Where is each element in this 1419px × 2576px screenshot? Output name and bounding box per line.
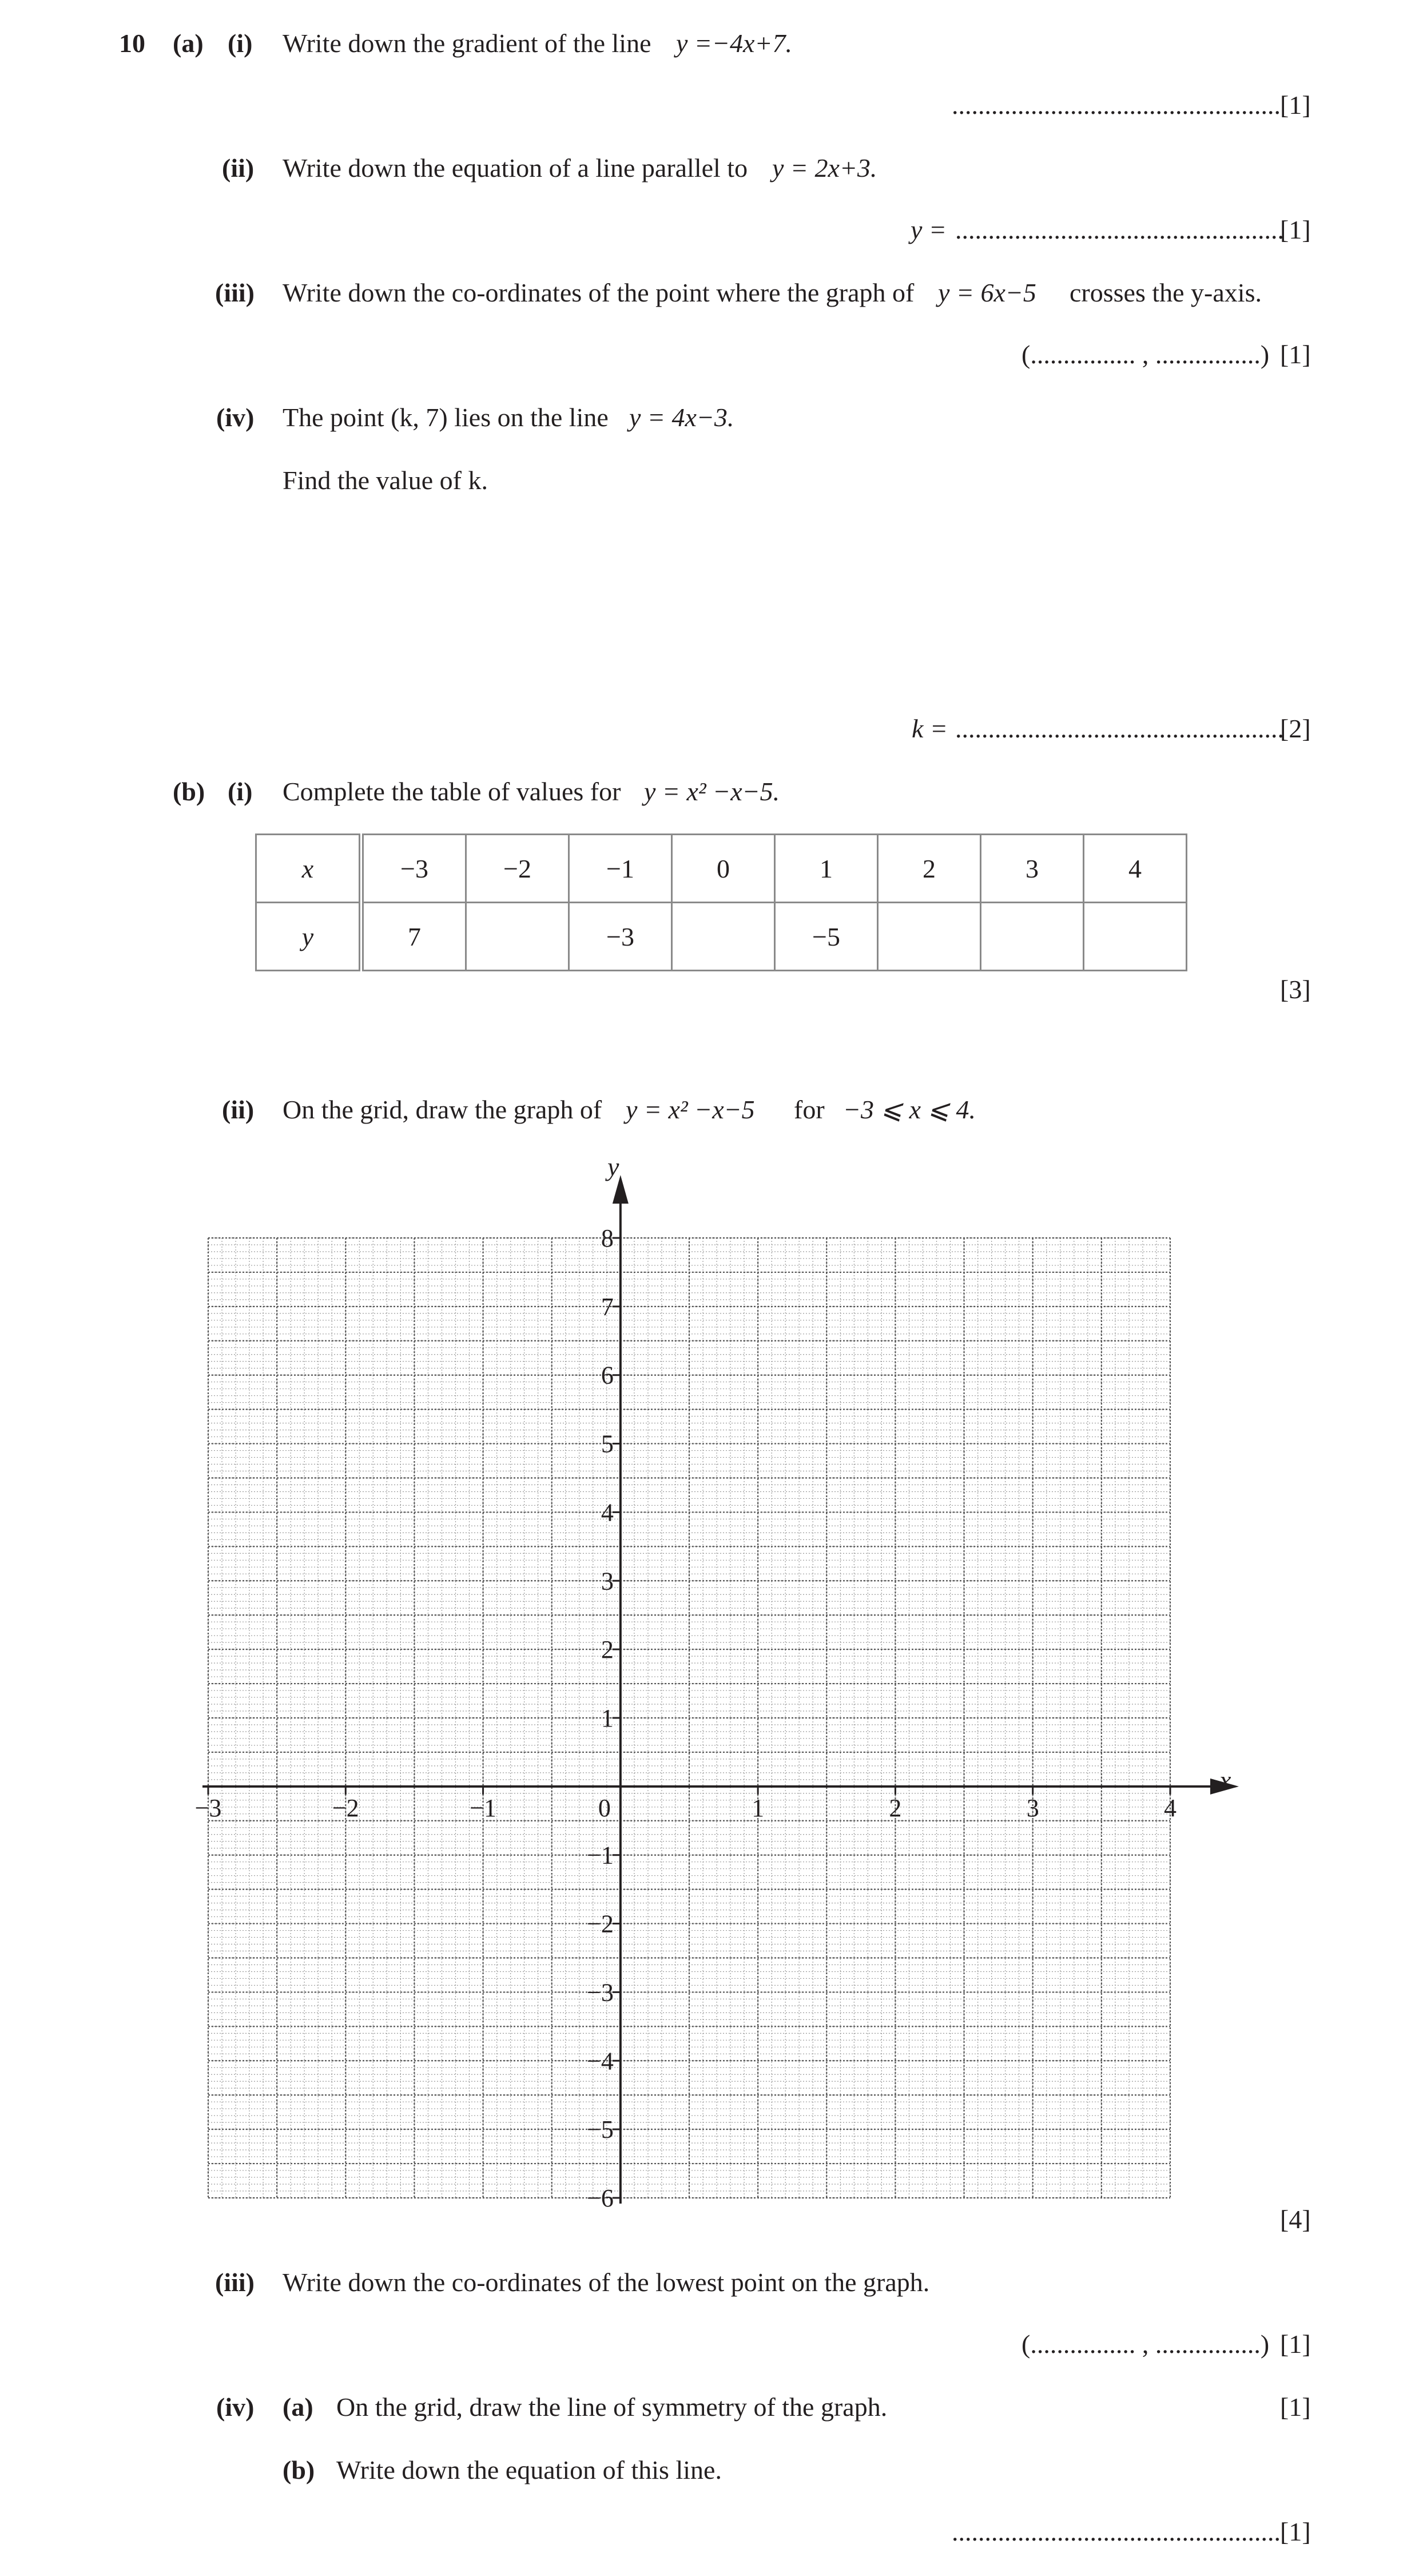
part-a-iv-label: (iv)	[216, 403, 255, 432]
table-x-value: −3	[361, 835, 466, 903]
x-tick-label: 3	[1026, 1793, 1039, 1822]
axes	[202, 1175, 1239, 2204]
part-b-iv-b-answer-line[interactable]: ..................................................	[952, 2517, 1281, 2546]
part-a-iv-text2: Find the value of k.	[283, 466, 488, 495]
y-tick-label: 8	[601, 1224, 614, 1252]
part-a-iii-text2: crosses the y-axis.	[1070, 278, 1262, 307]
y-tick-label: −6	[587, 2184, 614, 2212]
y-tick-label: 3	[601, 1567, 614, 1595]
part-b-i-marks: [3]	[1280, 975, 1311, 1004]
part-b-ii-equation: y = x² −x−5	[626, 1095, 755, 1124]
part-b-iii-marks: [1]	[1280, 2329, 1311, 2359]
table-x-value: −2	[466, 835, 569, 903]
y-tick-label: −1	[587, 1841, 614, 1870]
part-b-iv-b-label: (b)	[283, 2455, 315, 2484]
part-b-ii-range: −3 ⩽ x ⩽ 4.	[843, 1095, 976, 1124]
table-x-value: 4	[1084, 835, 1187, 903]
question-number: 10	[119, 29, 145, 58]
y-tick-label: −5	[587, 2115, 614, 2144]
x-tick-label: 2	[889, 1793, 902, 1822]
table-y-label: y	[256, 903, 361, 971]
table-y-cell[interactable]: −5	[775, 903, 878, 971]
part-b-iii-answer[interactable]: (................ , ................)	[1021, 2329, 1270, 2359]
x-tick-label: −1	[470, 1793, 496, 1822]
table-y-cell[interactable]: −3	[569, 903, 672, 971]
y-tick-label: 6	[601, 1361, 614, 1390]
part-a-i-text: Write down the gradient of the line	[283, 29, 651, 58]
part-a-i-answer-line[interactable]: ..................................................	[952, 90, 1281, 120]
part-b-iii-label: (iii)	[215, 2268, 255, 2297]
part-b-ii-text: On the grid, draw the graph of	[283, 1095, 602, 1124]
part-b-i-equation: y = x² −x−5.	[644, 777, 780, 806]
x-axis-label: x	[1219, 1765, 1231, 1795]
table-x-label: x	[256, 835, 361, 903]
table-x-value: 1	[775, 835, 878, 903]
y-tick-label: 4	[601, 1498, 614, 1527]
part-a-iii-text: Write down the co-ordinates of the point where the graph of	[283, 278, 915, 307]
part-a-ii-answer-prefix: y =	[911, 215, 947, 244]
part-b-ii-text2: for	[794, 1095, 825, 1124]
part-b-i-label: (i)	[228, 777, 253, 806]
y-tick-label: 1	[601, 1704, 614, 1732]
table-x-value: 3	[981, 835, 1084, 903]
part-b-iii-text: Write down the co-ordinates of the lowest point on the graph.	[283, 2268, 930, 2297]
part-b-ii-marks: [4]	[1280, 2205, 1311, 2234]
y-tick-label: −2	[587, 1910, 614, 1938]
y-axis-label: y	[607, 1152, 619, 1181]
part-a-i-equation: y =−4x+7.	[676, 29, 792, 58]
part-a-ii-answer-line[interactable]: ..................................................	[955, 215, 1284, 244]
part-a-iii-equation: y = 6x−5	[938, 278, 1036, 307]
table-x-value: −1	[569, 835, 672, 903]
part-b-i-text: Complete the table of values for	[283, 777, 621, 806]
part-a-iv-marks: [2]	[1280, 714, 1311, 743]
part-b-iv-label: (iv)	[216, 2392, 255, 2422]
part-a-i-marks: [1]	[1280, 90, 1311, 120]
y-tick-label: 7	[601, 1292, 614, 1321]
part-a-iii-answer[interactable]: (................ , ................)	[1021, 340, 1270, 369]
part-b-iv-a-label: (a)	[283, 2392, 313, 2422]
part-a-iii-label: (iii)	[215, 278, 255, 307]
table-y-cell[interactable]: 7	[361, 903, 466, 971]
part-b-iv-b-marks: [1]	[1280, 2517, 1311, 2546]
x-tick-label: 4	[1164, 1793, 1176, 1822]
part-b-ii-label: (ii)	[222, 1095, 255, 1124]
part-b-iv-a-marks: [1]	[1280, 2392, 1311, 2422]
part-a-label: (a)	[173, 29, 204, 58]
x-tick-label: 0	[598, 1793, 611, 1822]
part-b-iv-a-text: On the grid, draw the line of symmetry of the graph.	[336, 2392, 888, 2422]
x-tick-label: −3	[194, 1793, 222, 1822]
part-a-ii-marks: [1]	[1280, 215, 1311, 244]
table-x-value: 2	[878, 835, 981, 903]
table-x-value: 0	[672, 835, 775, 903]
part-a-ii-text: Write down the equation of a line parallel to	[283, 153, 748, 182]
part-a-ii-label: (ii)	[222, 153, 255, 182]
part-a-ii-equation: y = 2x+3.	[772, 153, 877, 182]
part-a-iv-answer-prefix: k =	[912, 714, 948, 743]
y-tick-label: −4	[587, 2047, 614, 2075]
x-tick-label: 1	[752, 1793, 765, 1822]
y-tick-label: 2	[601, 1636, 614, 1664]
y-tick-label: 5	[601, 1430, 614, 1458]
x-tick-label: −2	[332, 1793, 359, 1822]
part-a-iv-equation: y = 4x−3.	[629, 403, 734, 432]
part-a-i-label: (i)	[228, 29, 253, 58]
part-a-iv-answer-line[interactable]: ..................................................	[955, 714, 1284, 743]
part-a-iii-marks: [1]	[1280, 340, 1311, 369]
part-a-iv-text: The point (k, 7) lies on the line	[283, 403, 609, 432]
part-b-iv-b-text: Write down the equation of this line.	[336, 2455, 722, 2484]
part-b-label: (b)	[173, 777, 205, 806]
y-tick-label: −3	[587, 1978, 614, 2007]
